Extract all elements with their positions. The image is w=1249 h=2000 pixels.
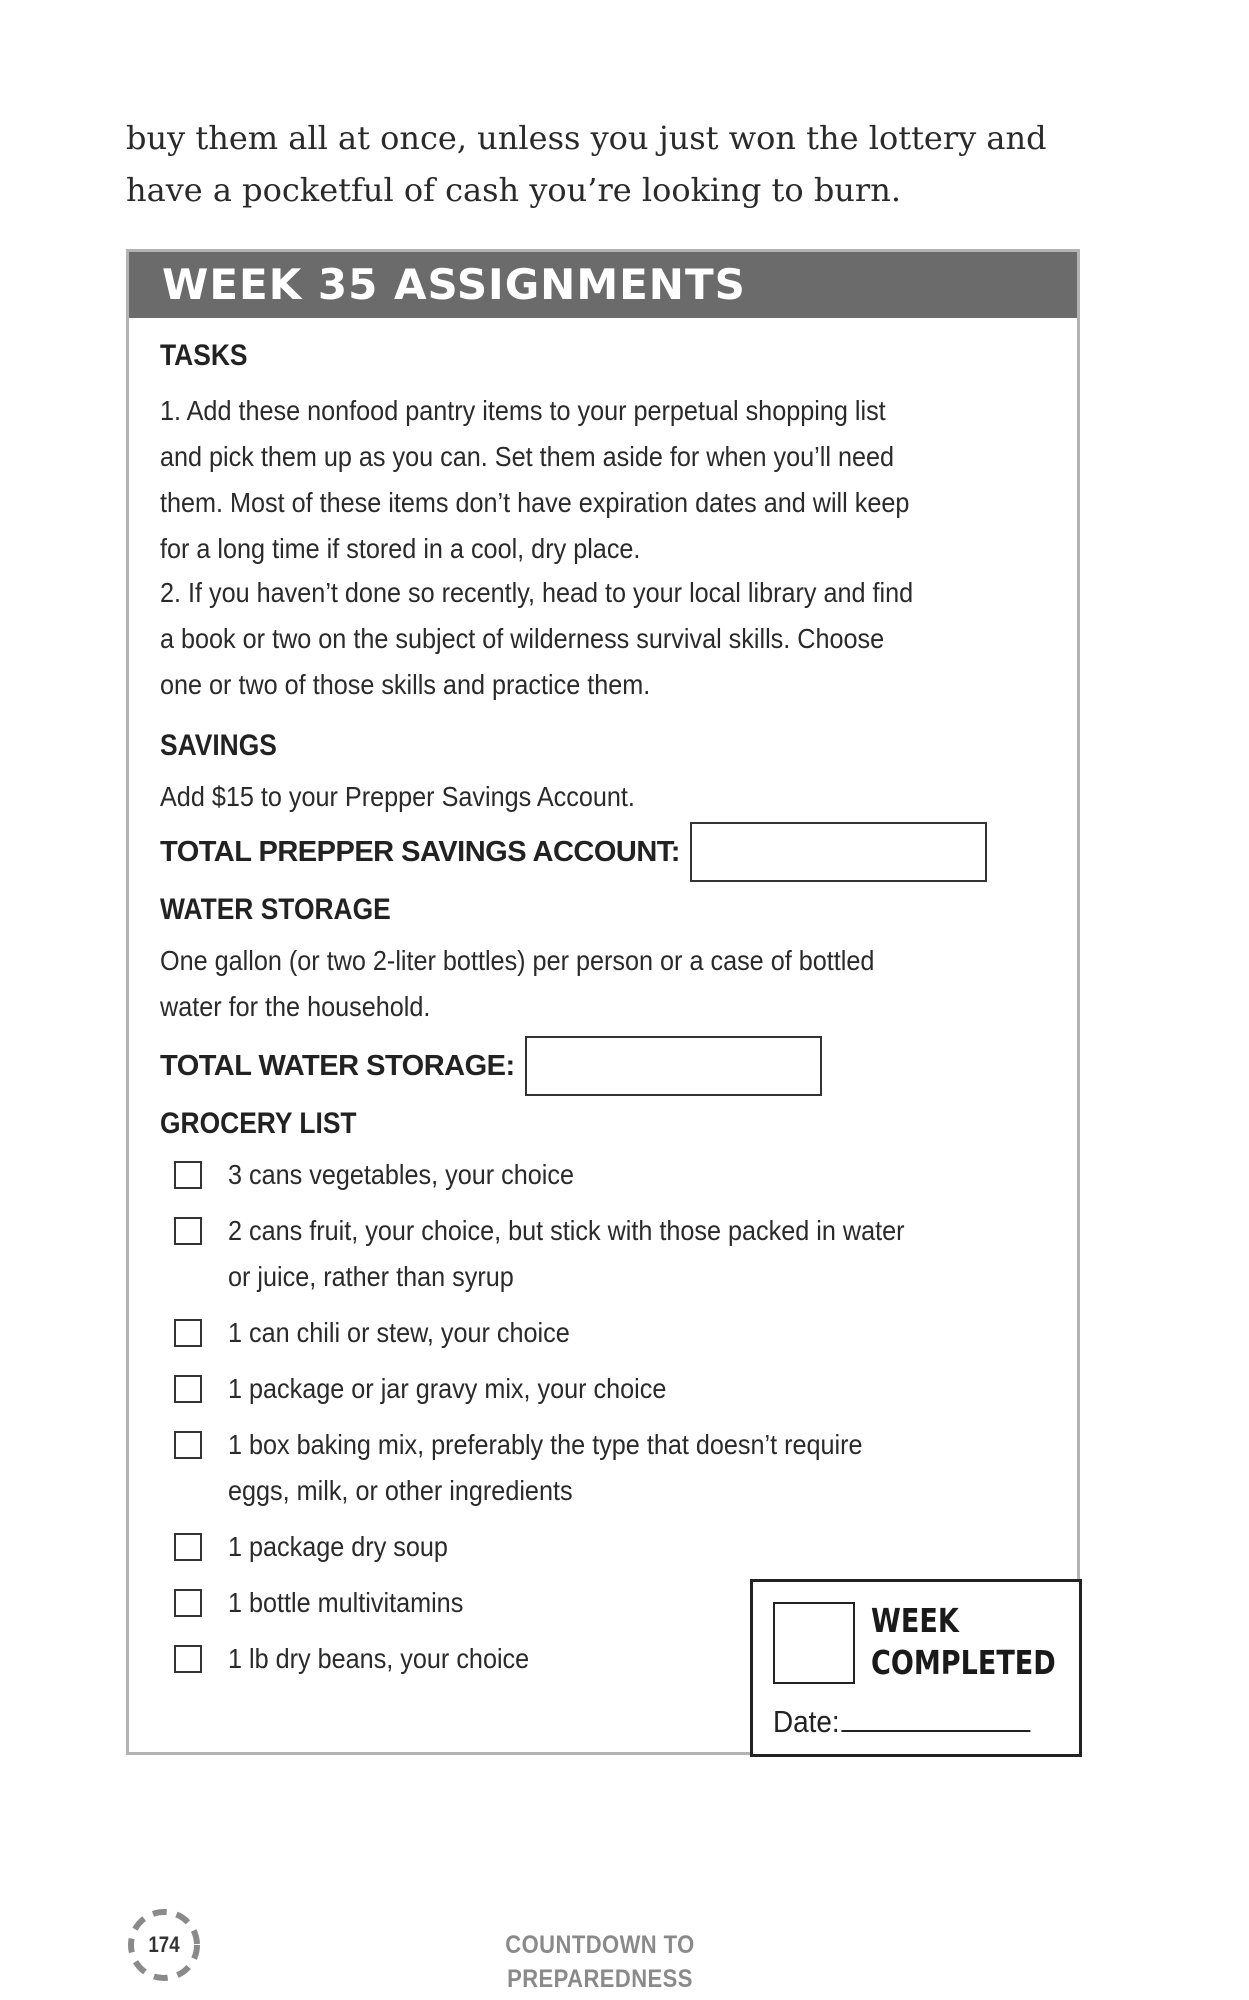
assignment-banner: [129, 252, 1077, 318]
water-line-1: One gallon (or two 2-liter bottles) per person or a case of bottled: [160, 945, 875, 976]
grocery-checkbox[interactable]: [174, 1161, 202, 1189]
task-2: [160, 570, 1033, 708]
grocery-item-label: 1 package dry soup: [228, 1531, 448, 1562]
week-completed-title: [871, 1600, 1056, 1684]
savings-total-label: TOTAL PREPPER SAVINGS ACCOUNT:: [160, 836, 680, 868]
date-field[interactable]: [841, 1702, 1030, 1732]
savings-total-field[interactable]: [690, 822, 987, 882]
grocery-checkbox[interactable]: [174, 1645, 202, 1673]
list-item: [160, 1422, 1040, 1514]
list-item: [160, 1208, 1040, 1300]
water-total-row: [160, 1034, 1040, 1098]
grocery-checkbox[interactable]: [174, 1533, 202, 1561]
task-1-line-3: them. Most of these items don’t have expiration dates and will keep: [160, 487, 910, 518]
week-completed-box: [750, 1579, 1082, 1757]
grocery-item-label: 1 package or jar gravy mix, your choice: [228, 1373, 667, 1404]
assignment-title: WEEK 35 ASSIGNMENTS: [162, 260, 746, 309]
grocery-heading: GROCERY LIST: [160, 1107, 357, 1140]
grocery-item-label-cont: eggs, milk, or other ingredients: [228, 1475, 573, 1506]
grocery-item-label-cont: or juice, rather than syrup: [228, 1261, 514, 1292]
savings-heading: SAVINGS: [160, 729, 277, 762]
assignment-content: [160, 336, 1040, 1692]
tasks-heading: TASKS: [160, 339, 248, 372]
grocery-checkbox[interactable]: [174, 1217, 202, 1245]
list-item: [160, 1366, 1040, 1412]
water-total-field[interactable]: [525, 1036, 822, 1096]
task-1-line-2: and pick them up as you can. Set them aside for when you’ll need: [160, 441, 895, 472]
date-label: Date:: [773, 1704, 840, 1739]
grocery-checkbox[interactable]: [174, 1589, 202, 1617]
water-heading: WATER STORAGE: [160, 893, 391, 926]
week-completed-date: [773, 1702, 1030, 1742]
task-1: [160, 388, 1033, 572]
intro-paragraph: [126, 112, 1126, 216]
grocery-item-label: 2 cans fruit, your choice, but stick with those packed in water: [228, 1215, 905, 1246]
grocery-item-label: 3 cans vegetables, your choice: [228, 1159, 575, 1190]
grocery-checkbox[interactable]: [174, 1431, 202, 1459]
grocery-item-label: 1 bottle multivitamins: [228, 1587, 464, 1618]
week-completed-line-1: WEEK: [871, 1601, 959, 1640]
savings-text: Add $15 to your Prepper Savings Account.: [160, 781, 635, 812]
grocery-checkbox[interactable]: [174, 1319, 202, 1347]
page-number: 174: [148, 1932, 180, 1957]
intro-line-1: buy them all at once, unless you just won the lottery and: [126, 119, 1047, 157]
week-completed-checkbox[interactable]: [773, 1602, 855, 1684]
week-completed-line-2: COMPLETED: [871, 1643, 1056, 1682]
task-1-line-4: for a long time if stored in a cool, dry place.: [160, 533, 641, 564]
water-line-2: water for the household.: [160, 991, 431, 1022]
grocery-item-label: 1 lb dry beans, your choice: [228, 1643, 530, 1674]
water-text: [160, 938, 1033, 1030]
task-2-line-3: one or two of those skills and practice them.: [160, 669, 651, 700]
intro-line-2: have a pocketful of cash you’re looking to burn.: [126, 171, 901, 209]
task-1-line-1: 1. Add these nonfood pantry items to your perpetual shopping list: [160, 395, 886, 426]
grocery-checkbox[interactable]: [174, 1375, 202, 1403]
list-item: [160, 1152, 1040, 1198]
assignment-box: [126, 249, 1080, 1755]
running-title: COUNTDOWN TO PREPAREDNESS: [505, 1931, 695, 1993]
grocery-item-label: 1 can chili or stew, your choice: [228, 1317, 570, 1348]
task-2-line-2: a book or two on the subject of wilderness survival skills. Choose: [160, 623, 885, 654]
list-item: [160, 1524, 1040, 1570]
water-total-label: TOTAL WATER STORAGE:: [160, 1050, 515, 1082]
task-2-line-1: 2. If you haven’t done so recently, head to your local library and find: [160, 577, 914, 608]
list-item: [160, 1310, 1040, 1356]
grocery-item-label: 1 box baking mix, preferably the type that doesn’t require: [228, 1429, 863, 1460]
savings-total-row: [160, 820, 1040, 884]
